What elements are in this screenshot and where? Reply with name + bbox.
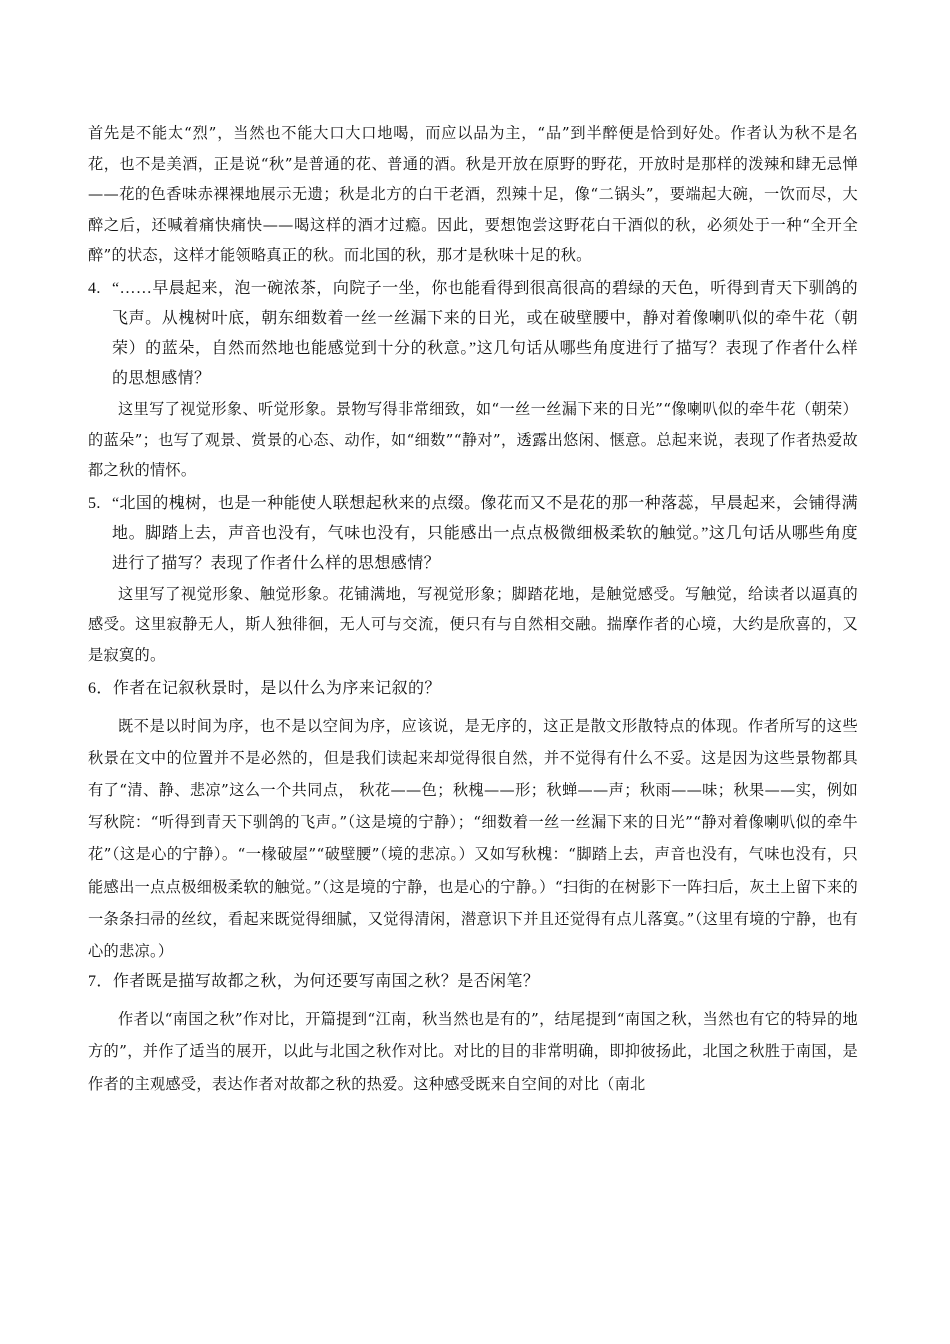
answer-text: 既不是以时间为序，也不是以空间为序，应该说，是无序的，这正是散文形散特点的体现。作者所写的这些秋景在文中的位置并不是必然的，但是我们读起来却觉得很自然，并不觉得有什么不妥。这是因为这些景物都具有了“清、静、悲凉”这么一个共同点， 秋花——色；秋槐——形；秋蝉——声；秋雨——味；秋果——实，例如写秋院：“听得到青天下驯鸽的飞声。”（这是境的宁静）；“细数着一丝一丝漏下来的日光”“静对着像喇叭似的牵牛花”（这是心的宁静）。“一椽破屋”“破壁腰”（境的悲凉。）又如写秋槐：“脚踏上去，声音也没有，气味也没有，只能感出一点点极细极柔软的触觉。”（这是境的宁静，也是心的宁静。）“扫街的在树影下一阵扫后，灰土上留下来的一条条扫帚的丝纹，看起来既觉得细腻，又觉得清闲，潜意识下并且还觉得有点儿落寞。”（这里有境的宁静，也有心的悲凉。） (88, 716, 858, 960)
question-number: 7． (88, 973, 113, 991)
question-text (88, 967, 858, 997)
question-block-5 (88, 489, 858, 671)
question-number: 6． (88, 679, 113, 697)
answer-text: 这里写了视觉形象、听觉形象。景物写得非常细致，如“一丝一丝漏下来的日光”“像喇叭似的牵牛花（朝荣）的蓝朵”；也写了观景、赏景的心态、动作，如“细数”“静对”，透露出悠闲、惬意。总起来说，表现了作者热爱故都之秋的情怀。 (88, 399, 858, 480)
question-body: “北国的槐树，也是一种能使人联想起秋来的点缀。像花而又不是花的那一种落蕊，早晨起来，会铺得满地。脚踏上去，声音也没有，气味也没有，只能感出一点点极微细极柔软的触觉。”这几句话从哪些角度进行了描写？表现了作者什么样的思想感情？ (112, 494, 858, 572)
question-text (88, 489, 858, 579)
answer-text: 这里写了视觉形象、触觉形象。花铺满地，写视觉形象；脚踏花地，是触觉感受。写触觉，给读者以逼真的感受。这里寂静无人，斯人独徘徊，无人可与交流，便只有与自然相交融。揣摩作者的心境，大约是欣喜的，又是寂寞的。 (88, 584, 858, 664)
intro-answer: 首先是不能太“烈”，当然也不能大口大口地喝，而应以品为主，“品”到半醉便是恰到好处。作者认为秋不是名花，也不是美酒，正是说“秋”是普通的花、普通的酒。秋是开放在原野的野花，开放时是那样的泼辣和肆无忌惮——花的色香味赤裸裸地展示无遗；秋是北方的白干老酒，烈辣十足，像“二锅头”，要端起大碗，一饮而尽，大醉之后，还喊着痛快痛快——喝这样的酒才过瘾。因此，要想饱尝这野花白干酒似的秋，必须处于一种“全开全醉”的状态，这样才能领略真正的秋。而北国的秋，那才是秋味十足的秋。 (88, 124, 858, 265)
question-body: 作者在记叙秋景时，是以什么为序来记叙的？ (112, 679, 441, 697)
question-body: 作者既是描写故都之秋，为何还要写南国之秋？是否闲笔？ (112, 973, 540, 991)
question-text (88, 674, 858, 704)
question-text (88, 274, 858, 394)
question-block-6 (88, 674, 858, 968)
answer-text: 作者以“南国之秋”作对比，开篇提到“江南，秋当然也是有的”，结尾提到“南国之秋，当然也有它的特异的地方的”，并作了适当的展开，以此与北国之秋作对比。对比的目的非常明确，即抑彼扬此，北国之秋胜于南国，是作者的主观感受，表达作者对故都之秋的热爱。这种感受既来自空间的对比（南北 (88, 1010, 858, 1093)
question-number: 5. (88, 494, 101, 512)
question-number: 4. (88, 279, 101, 297)
question-block-4 (88, 274, 858, 486)
question-body: “……早晨起来，泡一碗浓茶，向院子一坐，你也能看得到很高很高的碧绿的天色，听得到青天下驯鸽的飞声。从槐树叶底，朝东细数着一丝一丝漏下来的日光，或在破壁腰中，静对着像喇叭似的牵牛花（朝荣）的蓝朵，自然而然地也能感觉到十分的秋意。”这几句话从哪些角度进行了描写？表现了作者什么样的思想感情？ (112, 279, 858, 387)
question-block-7 (88, 967, 858, 1100)
document-page (88, 118, 858, 1100)
